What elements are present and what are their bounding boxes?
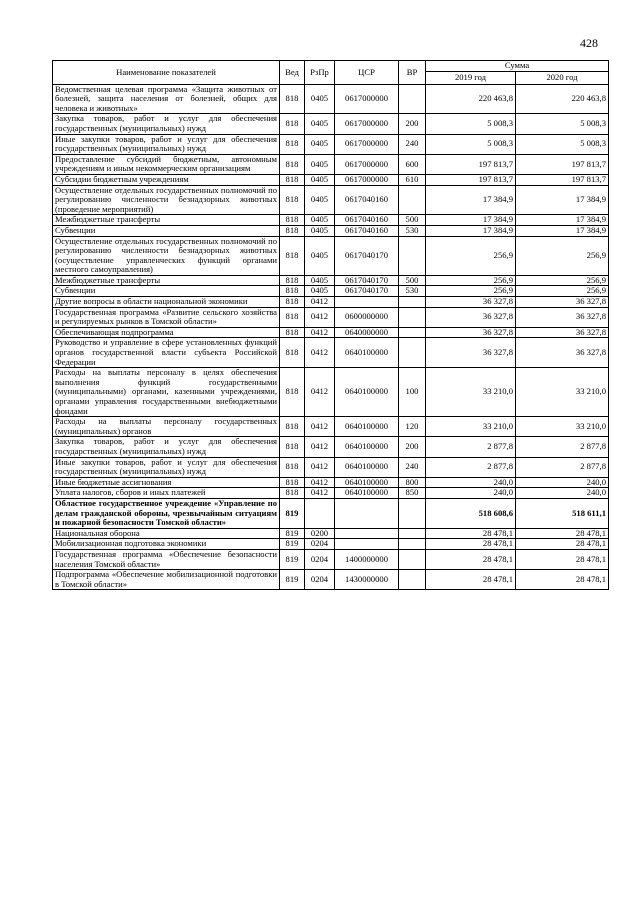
row-sum-2019: 36 327,8 <box>426 297 516 308</box>
table-header <box>53 61 609 85</box>
row-name: Субсидии бюджетным учреждениям <box>53 174 280 185</box>
row-sum-2020: 256,9 <box>516 236 609 275</box>
row-ved: 818 <box>280 174 305 185</box>
row-name: Государственная программа «Развитие сельского хозяйства и регулируемых рынков в Томской области» <box>53 307 280 327</box>
row-sum-2019: 5 008,3 <box>426 114 516 134</box>
row-name: Обеспечивающая подпрограмма <box>53 327 280 338</box>
row-sum-2019: 2 877,8 <box>426 457 516 477</box>
row-rzpr: 0405 <box>305 215 335 226</box>
row-sum-2019: 36 327,8 <box>426 307 516 327</box>
row-csr <box>335 297 399 308</box>
row-ved: 819 <box>280 498 305 528</box>
header-sum: Сумма <box>426 61 609 72</box>
table-row <box>53 215 609 226</box>
row-csr: 0617000000 <box>335 134 399 154</box>
row-vr <box>399 338 426 368</box>
row-name: Осуществление отдельных государственных полномочий по регулированию численности безнадзорных животных (проведение мероприятий) <box>53 185 280 215</box>
table-row <box>53 570 609 590</box>
row-ved: 818 <box>280 437 305 457</box>
row-rzpr: 0405 <box>305 286 335 297</box>
table-row <box>53 114 609 134</box>
header-rzpr: РзПр <box>305 61 335 85</box>
row-csr: 0640100000 <box>335 437 399 457</box>
table-row <box>53 437 609 457</box>
header-csr: ЦСР <box>335 61 399 85</box>
row-sum-2019: 17 384,9 <box>426 215 516 226</box>
row-name: Межбюджетные трансферты <box>53 275 280 286</box>
row-csr: 0617040170 <box>335 236 399 275</box>
row-csr: 0617040160 <box>335 225 399 236</box>
row-name: Осуществление отдельных государственных полномочий по регулированию численности безнадзорных животных (осуществление управленческих функций органами местного самоуправления) <box>53 236 280 275</box>
row-name: Ведомственная целевая программа «Защита животных от болезней, защита населения от болезней, общих для человека и животных» <box>53 84 280 114</box>
table-row <box>53 236 609 275</box>
row-sum-2020: 5 008,3 <box>516 134 609 154</box>
row-sum-2019: 256,9 <box>426 275 516 286</box>
row-vr: 530 <box>399 286 426 297</box>
row-rzpr: 0412 <box>305 457 335 477</box>
row-csr: 0617000000 <box>335 114 399 134</box>
row-vr <box>399 236 426 275</box>
row-sum-2020: 17 384,9 <box>516 225 609 236</box>
row-ved: 818 <box>280 457 305 477</box>
table-row <box>53 498 609 528</box>
row-ved: 818 <box>280 286 305 297</box>
row-sum-2020: 256,9 <box>516 275 609 286</box>
row-sum-2020: 240,0 <box>516 488 609 499</box>
row-vr <box>399 498 426 528</box>
row-ved: 819 <box>280 570 305 590</box>
row-rzpr <box>305 498 335 528</box>
row-csr: 0640100000 <box>335 368 399 417</box>
row-rzpr: 0405 <box>305 114 335 134</box>
row-csr: 0617040160 <box>335 185 399 215</box>
row-rzpr: 0412 <box>305 368 335 417</box>
row-vr <box>399 570 426 590</box>
budget-table <box>52 60 609 590</box>
row-ved: 818 <box>280 488 305 499</box>
row-sum-2020: 240,0 <box>516 477 609 488</box>
row-csr <box>335 528 399 539</box>
row-ved: 818 <box>280 185 305 215</box>
row-rzpr: 0204 <box>305 570 335 590</box>
table-row <box>53 185 609 215</box>
row-sum-2020: 256,9 <box>516 286 609 297</box>
row-sum-2020: 2 877,8 <box>516 457 609 477</box>
row-ved: 818 <box>280 477 305 488</box>
row-name: Закупка товаров, работ и услуг для обеспечения государственных (муниципальных) нужд <box>53 114 280 134</box>
row-vr <box>399 297 426 308</box>
row-vr <box>399 528 426 539</box>
row-vr: 200 <box>399 114 426 134</box>
row-sum-2020: 197 813,7 <box>516 174 609 185</box>
row-ved: 819 <box>280 539 305 550</box>
row-sum-2020: 33 210,0 <box>516 368 609 417</box>
table-row <box>53 297 609 308</box>
row-ved: 818 <box>280 236 305 275</box>
row-rzpr: 0200 <box>305 528 335 539</box>
row-csr: 1430000000 <box>335 570 399 590</box>
table-row <box>53 549 609 569</box>
row-csr: 0617000000 <box>335 174 399 185</box>
row-rzpr: 0412 <box>305 307 335 327</box>
row-rzpr: 0412 <box>305 327 335 338</box>
header-vr: ВР <box>399 61 426 85</box>
table-row <box>53 134 609 154</box>
table-row <box>53 368 609 417</box>
row-sum-2020: 518 611,1 <box>516 498 609 528</box>
row-sum-2020: 36 327,8 <box>516 338 609 368</box>
row-rzpr: 0405 <box>305 174 335 185</box>
row-csr: 0640100000 <box>335 338 399 368</box>
row-sum-2020: 33 210,0 <box>516 417 609 437</box>
row-sum-2019: 197 813,7 <box>426 174 516 185</box>
row-sum-2019: 17 384,9 <box>426 185 516 215</box>
row-sum-2020: 28 478,1 <box>516 549 609 569</box>
table-row <box>53 417 609 437</box>
page-number: 428 <box>580 36 598 50</box>
row-rzpr: 0412 <box>305 338 335 368</box>
row-name: Субвенции <box>53 286 280 297</box>
row-sum-2019: 220 463,8 <box>426 84 516 114</box>
table-row <box>53 457 609 477</box>
row-name: Подпрограмма «Обеспечение мобилизационной подготовки в Томской области» <box>53 570 280 590</box>
row-csr: 0640100000 <box>335 457 399 477</box>
row-rzpr: 0405 <box>305 225 335 236</box>
row-sum-2020: 2 877,8 <box>516 437 609 457</box>
row-sum-2020: 220 463,8 <box>516 84 609 114</box>
row-csr: 0640100000 <box>335 488 399 499</box>
table-body <box>53 84 609 590</box>
row-vr: 240 <box>399 457 426 477</box>
row-csr <box>335 539 399 550</box>
row-ved: 818 <box>280 154 305 174</box>
row-csr: 0640000000 <box>335 327 399 338</box>
row-ved: 818 <box>280 307 305 327</box>
row-csr: 0617040170 <box>335 286 399 297</box>
row-vr <box>399 185 426 215</box>
row-name: Закупка товаров, работ и услуг для обеспечения государственных (муниципальных) нужд <box>53 437 280 457</box>
header-name: Наименование показателей <box>53 61 280 85</box>
row-vr <box>399 327 426 338</box>
row-csr: 0617000000 <box>335 154 399 174</box>
row-sum-2020: 36 327,8 <box>516 307 609 327</box>
row-csr: 0617040170 <box>335 275 399 286</box>
row-csr: 0617040160 <box>335 215 399 226</box>
row-sum-2019: 33 210,0 <box>426 417 516 437</box>
row-rzpr: 0412 <box>305 417 335 437</box>
row-vr <box>399 549 426 569</box>
row-sum-2020: 28 478,1 <box>516 539 609 550</box>
row-csr: 0600000000 <box>335 307 399 327</box>
table-row <box>53 225 609 236</box>
row-name: Межбюджетные трансферты <box>53 215 280 226</box>
row-vr: 200 <box>399 437 426 457</box>
row-sum-2020: 36 327,8 <box>516 297 609 308</box>
row-name: Расходы на выплаты персоналу в целях обеспечения выполнения функций государственными (муниципальными) органами, казенными учреждениями, органами управления государственными внебюджетными фондами <box>53 368 280 417</box>
row-name: Иные закупки товаров, работ и услуг для обеспечения государственных (муниципальных) нужд <box>53 457 280 477</box>
row-sum-2019: 36 327,8 <box>426 327 516 338</box>
row-csr: 0640100000 <box>335 477 399 488</box>
row-name: Руководство и управление в сфере установленных функций органов государственной власти субъекта Российской Федерации <box>53 338 280 368</box>
row-vr <box>399 84 426 114</box>
header-ved: Вед <box>280 61 305 85</box>
row-vr: 600 <box>399 154 426 174</box>
row-vr: 500 <box>399 275 426 286</box>
row-vr: 100 <box>399 368 426 417</box>
row-ved: 818 <box>280 84 305 114</box>
table-row <box>53 338 609 368</box>
row-csr <box>335 498 399 528</box>
table-row <box>53 154 609 174</box>
row-sum-2020: 17 384,9 <box>516 185 609 215</box>
row-sum-2019: 28 478,1 <box>426 528 516 539</box>
row-rzpr: 0412 <box>305 477 335 488</box>
table-row <box>53 327 609 338</box>
row-sum-2019: 256,9 <box>426 236 516 275</box>
row-rzpr: 0405 <box>305 134 335 154</box>
row-sum-2020: 5 008,3 <box>516 114 609 134</box>
table-row <box>53 488 609 499</box>
table-row <box>53 528 609 539</box>
row-sum-2019: 240,0 <box>426 488 516 499</box>
row-ved: 818 <box>280 275 305 286</box>
row-rzpr: 0204 <box>305 549 335 569</box>
row-rzpr: 0412 <box>305 297 335 308</box>
row-rzpr: 0412 <box>305 488 335 499</box>
table-row <box>53 84 609 114</box>
row-sum-2019: 256,9 <box>426 286 516 297</box>
row-name: Расходы на выплаты персоналу государственных (муниципальных) органов <box>53 417 280 437</box>
row-ved: 818 <box>280 368 305 417</box>
row-sum-2020: 36 327,8 <box>516 327 609 338</box>
row-vr: 850 <box>399 488 426 499</box>
row-rzpr: 0405 <box>305 154 335 174</box>
row-ved: 818 <box>280 134 305 154</box>
table-row <box>53 286 609 297</box>
row-name: Уплата налогов, сборов и иных платежей <box>53 488 280 499</box>
row-sum-2019: 33 210,0 <box>426 368 516 417</box>
row-vr: 610 <box>399 174 426 185</box>
row-ved: 818 <box>280 338 305 368</box>
row-name: Национальная оборона <box>53 528 280 539</box>
row-vr: 530 <box>399 225 426 236</box>
row-sum-2019: 36 327,8 <box>426 338 516 368</box>
row-name: Другие вопросы в области национальной экономики <box>53 297 280 308</box>
row-sum-2019: 2 877,8 <box>426 437 516 457</box>
row-sum-2019: 17 384,9 <box>426 225 516 236</box>
row-ved: 818 <box>280 215 305 226</box>
row-name: Мобилизационная подготовка экономики <box>53 539 280 550</box>
row-name: Субвенции <box>53 225 280 236</box>
row-sum-2019: 28 478,1 <box>426 570 516 590</box>
row-name: Государственная программа «Обеспечение безопасности населения Томской области» <box>53 549 280 569</box>
row-vr: 500 <box>399 215 426 226</box>
table-row <box>53 174 609 185</box>
row-sum-2019: 518 608,6 <box>426 498 516 528</box>
row-vr: 240 <box>399 134 426 154</box>
row-ved: 818 <box>280 114 305 134</box>
row-name: Областное государственное учреждение «Управление по делам гражданской обороны, чрезвычайным ситуациям и пожарной безопасности Томской области» <box>53 498 280 528</box>
row-csr: 1400000000 <box>335 549 399 569</box>
row-vr <box>399 539 426 550</box>
header-2020: 2020 год <box>516 71 609 84</box>
row-rzpr: 0405 <box>305 275 335 286</box>
row-sum-2019: 197 813,7 <box>426 154 516 174</box>
row-csr: 0617000000 <box>335 84 399 114</box>
row-vr <box>399 307 426 327</box>
table-row <box>53 477 609 488</box>
row-vr: 800 <box>399 477 426 488</box>
row-rzpr: 0405 <box>305 185 335 215</box>
table-row <box>53 307 609 327</box>
row-rzpr: 0405 <box>305 236 335 275</box>
header-2019: 2019 год <box>426 71 516 84</box>
row-ved: 818 <box>280 297 305 308</box>
row-name: Предоставление субсидий бюджетным, автономным учреждениям и иным некоммерческим организациям <box>53 154 280 174</box>
row-ved: 819 <box>280 549 305 569</box>
row-sum-2019: 5 008,3 <box>426 134 516 154</box>
table-row <box>53 539 609 550</box>
row-sum-2019: 28 478,1 <box>426 549 516 569</box>
row-sum-2019: 240,0 <box>426 477 516 488</box>
row-name: Иные закупки товаров, работ и услуг для обеспечения государственных (муниципальных) нужд <box>53 134 280 154</box>
row-ved: 819 <box>280 528 305 539</box>
row-sum-2020: 28 478,1 <box>516 528 609 539</box>
row-sum-2019: 28 478,1 <box>426 539 516 550</box>
row-sum-2020: 17 384,9 <box>516 215 609 226</box>
row-rzpr: 0405 <box>305 84 335 114</box>
row-rzpr: 0204 <box>305 539 335 550</box>
row-ved: 818 <box>280 327 305 338</box>
row-sum-2020: 197 813,7 <box>516 154 609 174</box>
row-name: Иные бюджетные ассигнования <box>53 477 280 488</box>
row-sum-2020: 28 478,1 <box>516 570 609 590</box>
row-vr: 120 <box>399 417 426 437</box>
row-ved: 818 <box>280 225 305 236</box>
table-row <box>53 275 609 286</box>
row-ved: 818 <box>280 417 305 437</box>
row-csr: 0640100000 <box>335 417 399 437</box>
row-rzpr: 0412 <box>305 437 335 457</box>
